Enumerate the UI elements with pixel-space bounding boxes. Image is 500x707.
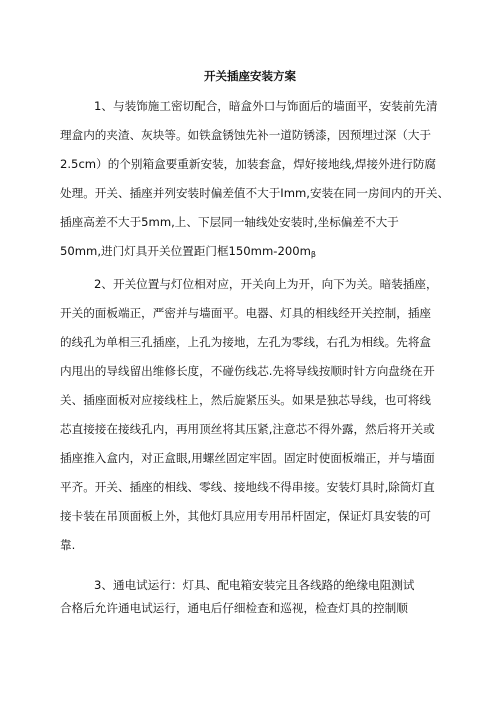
document-title: 开关插座安装方案 [204, 69, 296, 83]
paragraph-1-line-text: 50mm,进门灯具开关位置距门框150mm-200m [60, 244, 311, 258]
paragraph-2-line: 内甩出的导线留出维修长度，不碰伤线芯.先将导线按顺时针方向盘绕在开 [60, 364, 435, 378]
paragraph-2-line: 2、开关位置与灯位相对应，开关向上为开，向下为关。暗装插座， [94, 277, 438, 291]
paragraph-2-line: 芯直接接在接线孔内，再用顶丝将其压紧,注意芯不得外露，然后将开关或 [60, 422, 435, 436]
paragraph-3-line: 3、通电试运行：灯具、配电箱安装完且各线路的绝缘电阻测试 [94, 578, 415, 592]
paragraph-1-line: 插座高差不大于5mm,上、下层同一轴线处安装时,坐标偏差不大于 [60, 215, 399, 229]
paragraph-1-last-line [60, 243, 316, 263]
paragraph-2-line: 的线孔为单相三孔插座，上孔为接地，左孔为零线，右孔为相线。先将盒 [60, 335, 432, 349]
paragraph-2-line: 靠. [60, 538, 76, 552]
paragraph-2-line: 开关的面板端正，严密并与墙面平。电器、灯具的相线经开关控制，插座 [60, 306, 432, 320]
paragraph-1-trailing-mark: β [310, 250, 316, 259]
paragraph-2-line: 平齐。开关、插座的相线、零线、接地线不得串接。安装灯具时,除筒灯直 [60, 480, 435, 494]
paragraph-3-line: 合格后允许通电试运行，通电后仔细检查和巡视，检查灯具的控制顺 [60, 601, 408, 615]
paragraph-1-line: 理盒内的夹渣、灰块等。如铁盒锈蚀先补一道防锈漆，因预埋过深（大于 [60, 128, 432, 142]
paragraph-1-line: 1、与装饰施工密切配合，暗盒外口与饰面后的墙面平，安装前先清 [94, 99, 438, 113]
paragraph-1-line: 2.5cm）的个别箱盒要重新安装，加装套盒，焊好接地线,焊接外进行防腐 [60, 157, 437, 171]
paragraph-2-line: 插座推入盒内，对正盒眼,用螺丝固定牢固。固定时使面板端正，并与墙面 [60, 451, 435, 465]
paragraph-2-line: 关、插座面板对应接线柱上，然后旋紧压头。如果是独芯导线，也可将线 [60, 393, 432, 407]
paragraph-2-line: 接卡装在吊顶面板上外，其他灯具应用专用吊杆固定，保证灯具安装的可 [60, 509, 432, 523]
paragraph-1-line: 处理。开关、插座并列安装时偏差值不大于Imm,安装在同一房间内的开关、 [60, 186, 450, 200]
